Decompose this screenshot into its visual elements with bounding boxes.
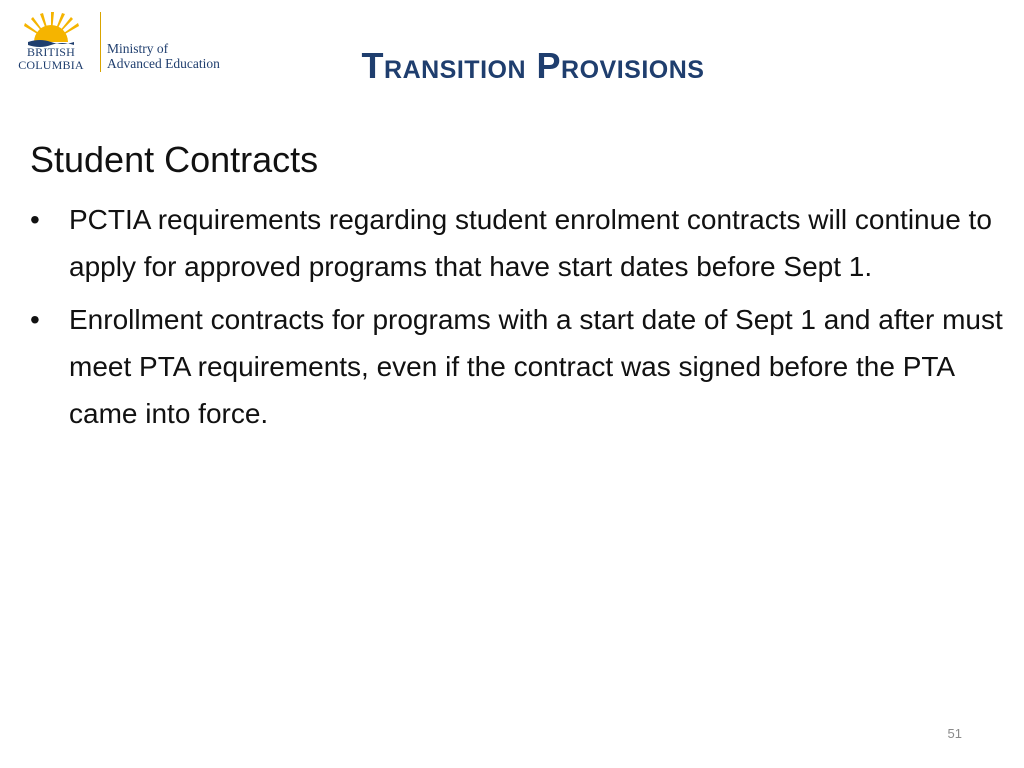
section-heading: Student Contracts: [30, 139, 319, 180]
ministry-name: Ministry of Advanced Education: [107, 41, 220, 71]
bullet-text: Enrollment contracts for programs with a start date of Sept 1 and after must meet PTA requirements, even if the contract was signed before the PTA came into force.: [69, 304, 1003, 429]
page-number: 51: [947, 726, 962, 741]
logo-divider: [100, 12, 101, 72]
province-line-2: COLUMBIA: [18, 58, 84, 72]
bullet-item: [30, 296, 1010, 437]
province-line-1: BRITISH: [26, 45, 76, 59]
bullet-icon: •: [30, 304, 40, 335]
bullet-list: [30, 196, 1010, 443]
bullet-icon: •: [30, 204, 40, 235]
slide-title: Transition Provisions: [361, 45, 705, 86]
province-wordmark: [10, 46, 92, 72]
bullet-text: PCTIA requirements regarding student enrolment contracts will continue to apply for approved programs that have start dates before Sept 1.: [69, 204, 992, 282]
bullet-item: [30, 196, 1010, 290]
bc-ministry-logo: [10, 8, 230, 76]
